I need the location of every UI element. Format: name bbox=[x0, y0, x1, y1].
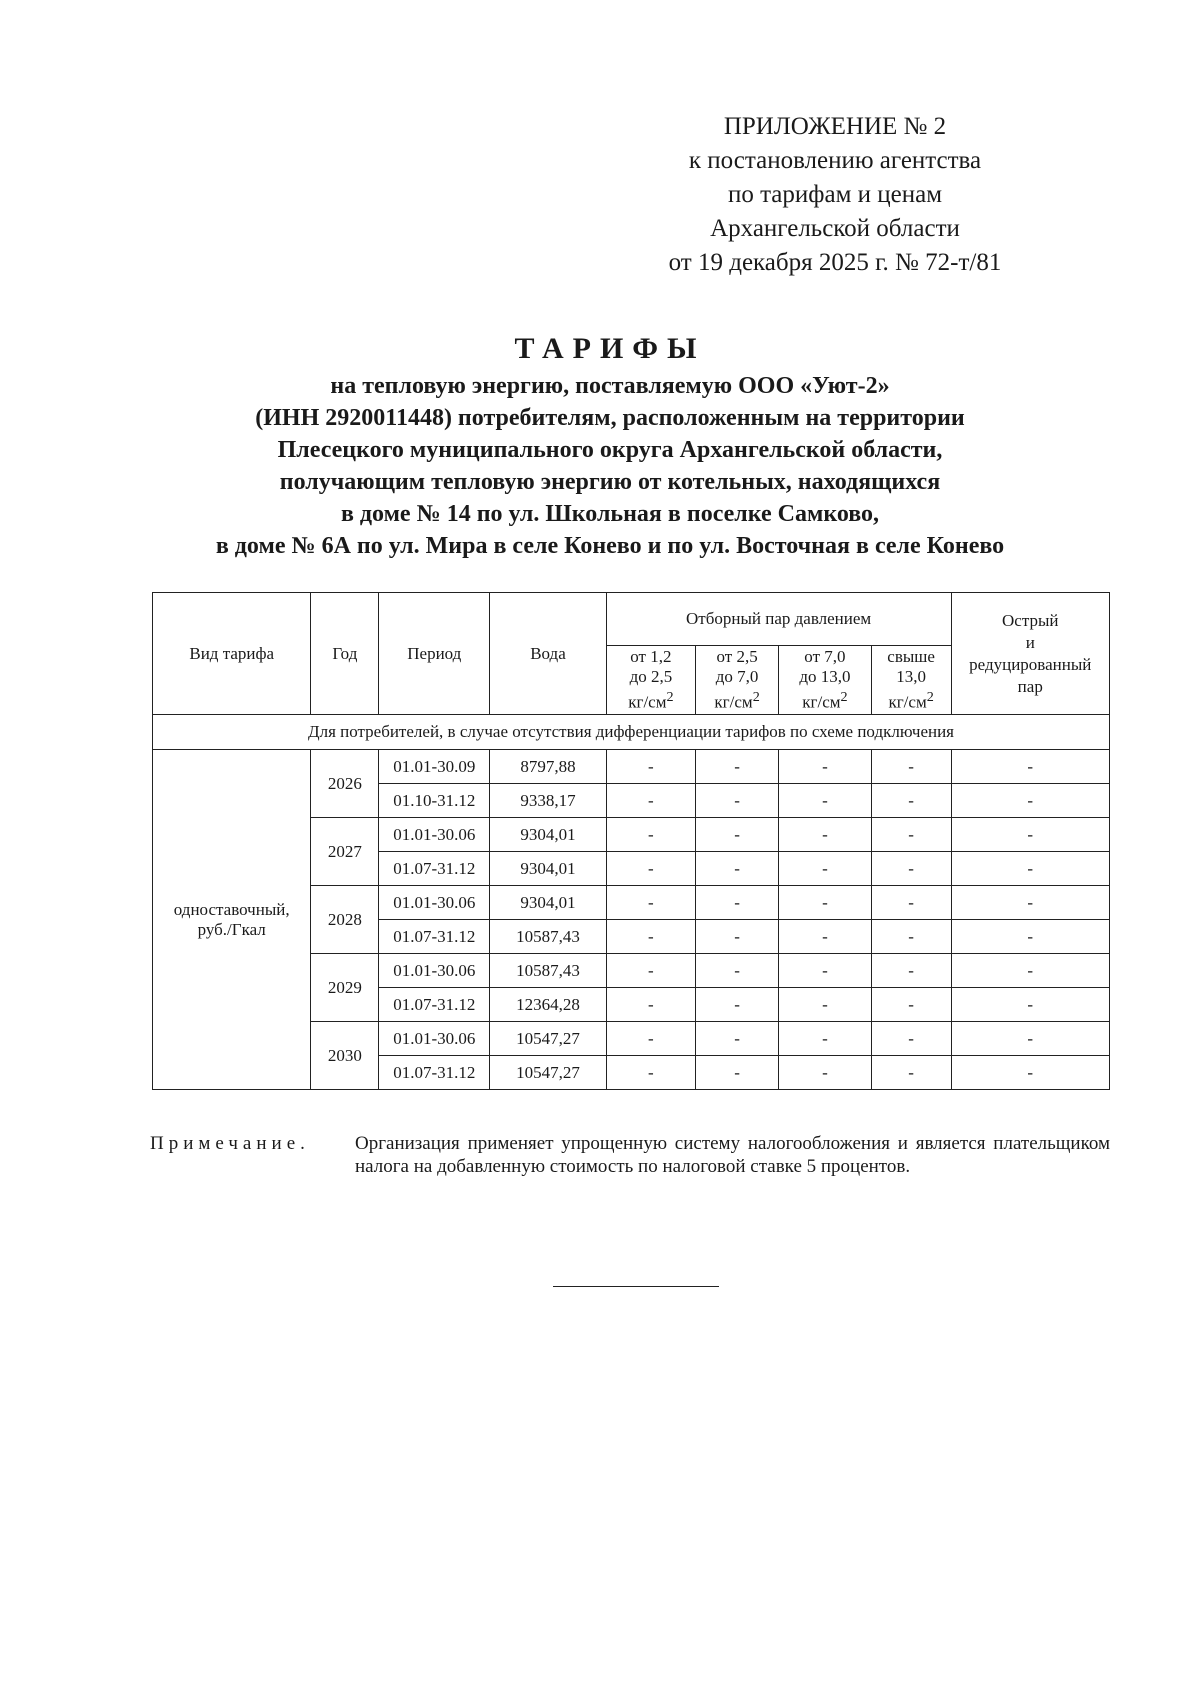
sharp-steam-tariff-cell: - bbox=[951, 818, 1110, 852]
period-cell: 01.07-31.12 bbox=[379, 988, 490, 1022]
steam-tariff-cell: - bbox=[606, 988, 695, 1022]
period-cell: 01.01-30.06 bbox=[379, 818, 490, 852]
steam-tariff-cell: - bbox=[696, 988, 779, 1022]
water-tariff-cell: 10547,27 bbox=[490, 1022, 606, 1056]
tariff-name-line: одноставочный, bbox=[173, 899, 290, 919]
appendix-header bbox=[600, 110, 1070, 280]
steam-tariff-cell: - bbox=[696, 886, 779, 920]
steam-tariff-cell: - bbox=[779, 920, 872, 954]
appendix-date-line: от 19 декабря 2025 г. № 72-т/81 bbox=[668, 249, 1002, 276]
header-sharp-line: редуцированный bbox=[969, 654, 1092, 674]
tariff-name-unit: руб./Гкал bbox=[197, 919, 266, 939]
header-steam-col bbox=[871, 646, 951, 715]
header-steam-col bbox=[606, 646, 695, 715]
period-cell: 01.07-31.12 bbox=[379, 852, 490, 886]
year-cell: 2027 bbox=[311, 818, 379, 886]
title-line: (ИНН 2920011448) потребителям, расположенным на территории bbox=[255, 405, 965, 431]
sharp-steam-tariff-cell: - bbox=[951, 852, 1110, 886]
steam-col-line: от 2,5 bbox=[716, 647, 758, 667]
steam-tariff-cell: - bbox=[696, 784, 779, 818]
steam-tariff-cell: - bbox=[606, 1056, 695, 1090]
steam-tariff-cell: - bbox=[606, 818, 695, 852]
steam-tariff-cell: - bbox=[696, 1022, 779, 1056]
appendix-ref-line: по тарифам и ценам bbox=[727, 181, 943, 208]
steam-tariff-cell: - bbox=[779, 1022, 872, 1056]
header-sharp-line: и bbox=[1025, 632, 1035, 652]
steam-tariff-cell: - bbox=[696, 954, 779, 988]
water-tariff-cell: 9304,01 bbox=[490, 852, 606, 886]
period-cell: 01.10-31.12 bbox=[379, 784, 490, 818]
steam-tariff-cell: - bbox=[871, 818, 951, 852]
tariff-table bbox=[152, 592, 1110, 1090]
steam-col-line: до 13,0 bbox=[799, 667, 851, 687]
period-cell: 01.01-30.06 bbox=[379, 954, 490, 988]
sharp-steam-tariff-cell: - bbox=[951, 954, 1110, 988]
steam-tariff-cell: - bbox=[779, 784, 872, 818]
water-tariff-cell: 10547,27 bbox=[490, 1056, 606, 1090]
year-cell: 2028 bbox=[311, 886, 379, 954]
sharp-steam-tariff-cell: - bbox=[951, 750, 1110, 784]
header-sharp-line: пар bbox=[1017, 676, 1043, 696]
steam-tariff-cell: - bbox=[606, 886, 695, 920]
period-cell: 01.07-31.12 bbox=[379, 920, 490, 954]
water-tariff-cell: 12364,28 bbox=[490, 988, 606, 1022]
header-period: Период bbox=[379, 593, 490, 715]
water-tariff-cell: 10587,43 bbox=[490, 920, 606, 954]
title-line: в доме № 6А по ул. Мира в селе Конево и по ул. Восточная в селе Конево bbox=[215, 533, 1005, 559]
sharp-steam-tariff-cell: - bbox=[951, 988, 1110, 1022]
header-steam-col bbox=[696, 646, 779, 715]
water-tariff-cell: 8797,88 bbox=[490, 750, 606, 784]
steam-tariff-cell: - bbox=[606, 852, 695, 886]
document-title bbox=[110, 330, 1110, 562]
table-row bbox=[153, 750, 1110, 784]
steam-tariff-cell: - bbox=[779, 750, 872, 784]
period-cell: 01.01-30.06 bbox=[379, 1022, 490, 1056]
header-sharp-steam bbox=[951, 593, 1110, 715]
steam-tariff-cell: - bbox=[606, 1022, 695, 1056]
steam-tariff-cell: - bbox=[779, 954, 872, 988]
steam-col-line: от 7,0 bbox=[804, 647, 846, 667]
title-line: в доме № 14 по ул. Школьная в поселке Самково, bbox=[340, 501, 880, 527]
water-tariff-cell: 9304,01 bbox=[490, 886, 606, 920]
header-sharp-line: Острый bbox=[1002, 610, 1059, 630]
steam-col-unit: $кг/см^2$ bbox=[888, 689, 934, 712]
steam-tariff-cell: - bbox=[606, 954, 695, 988]
steam-tariff-cell: - bbox=[871, 920, 951, 954]
header-steam-col bbox=[779, 646, 872, 715]
water-tariff-cell: 9304,01 bbox=[490, 818, 606, 852]
header-tariff-type: Вид тарифа bbox=[153, 593, 311, 715]
steam-tariff-cell: - bbox=[871, 1056, 951, 1090]
steam-tariff-cell: - bbox=[696, 920, 779, 954]
sharp-steam-tariff-cell: - bbox=[951, 1056, 1110, 1090]
appendix-number: ПРИЛОЖЕНИЕ № 2 bbox=[723, 113, 947, 140]
period-cell: 01.07-31.12 bbox=[379, 1056, 490, 1090]
steam-tariff-cell: - bbox=[871, 988, 951, 1022]
steam-tariff-cell: - bbox=[696, 1056, 779, 1090]
header-water: Вода bbox=[490, 593, 606, 715]
steam-tariff-cell: - bbox=[606, 784, 695, 818]
steam-tariff-cell: - bbox=[779, 988, 872, 1022]
water-tariff-cell: 9338,17 bbox=[490, 784, 606, 818]
steam-col-line: до 2,5 bbox=[629, 667, 673, 687]
title-line: получающим тепловую энергию от котельных, находящихся bbox=[279, 469, 941, 495]
steam-tariff-cell: - bbox=[779, 1056, 872, 1090]
steam-tariff-cell: - bbox=[606, 750, 695, 784]
steam-tariff-cell: - bbox=[871, 750, 951, 784]
appendix-ref-line: к постановлению агентства bbox=[688, 147, 982, 174]
steam-col-unit: $кг/см^2$ bbox=[802, 689, 848, 712]
tariff-name-cell bbox=[153, 750, 311, 1090]
year-cell: 2026 bbox=[311, 750, 379, 818]
steam-tariff-cell: - bbox=[779, 886, 872, 920]
period-cell: 01.01-30.06 bbox=[379, 886, 490, 920]
header-year: Год bbox=[311, 593, 379, 715]
steam-tariff-cell: - bbox=[871, 886, 951, 920]
steam-col-line: от 1,2 bbox=[630, 647, 672, 667]
steam-tariff-cell: - bbox=[696, 750, 779, 784]
end-divider bbox=[553, 1286, 719, 1287]
steam-tariff-cell: - bbox=[779, 818, 872, 852]
steam-col-line: свыше bbox=[887, 647, 935, 667]
steam-col-line: 13,0 bbox=[896, 667, 926, 687]
note-label: Примечание. bbox=[150, 1133, 310, 1154]
steam-col-unit: $кг/см^2$ bbox=[628, 689, 674, 712]
steam-tariff-cell: - bbox=[871, 852, 951, 886]
steam-tariff-cell: - bbox=[871, 784, 951, 818]
steam-tariff-cell: - bbox=[779, 852, 872, 886]
sharp-steam-tariff-cell: - bbox=[951, 1022, 1110, 1056]
steam-col-line: до 7,0 bbox=[715, 667, 759, 687]
appendix-ref-line: Архангельской области bbox=[710, 215, 960, 242]
steam-tariff-cell: - bbox=[696, 818, 779, 852]
steam-col-unit: $кг/см^2$ bbox=[714, 689, 760, 712]
sharp-steam-tariff-cell: - bbox=[951, 886, 1110, 920]
sharp-steam-tariff-cell: - bbox=[951, 784, 1110, 818]
steam-tariff-cell: - bbox=[606, 920, 695, 954]
note-text: Организация применяет упрощенную систему налогообложения и является плательщиком налога на добавленную стоимость по налоговой ставке 5 процентов. bbox=[355, 1133, 1110, 1177]
steam-tariff-cell: - bbox=[871, 954, 951, 988]
year-cell: 2029 bbox=[311, 954, 379, 1022]
title-line: Плесецкого муниципального округа Архангельской области, bbox=[277, 437, 943, 463]
year-cell: 2030 bbox=[311, 1022, 379, 1090]
steam-tariff-cell: - bbox=[696, 852, 779, 886]
steam-tariff-cell: - bbox=[871, 1022, 951, 1056]
period-cell: 01.01-30.09 bbox=[379, 750, 490, 784]
title-main: ТАРИФЫ bbox=[514, 332, 706, 365]
section-label: Для потребителей, в случае отсутствия дифференциации тарифов по схеме подключения bbox=[153, 715, 1110, 750]
title-line: на тепловую энергию, поставляемую ООО «Уют-2» bbox=[330, 373, 890, 399]
header-steam-group: Отборный пар давлением bbox=[606, 593, 951, 646]
sharp-steam-tariff-cell: - bbox=[951, 920, 1110, 954]
water-tariff-cell: 10587,43 bbox=[490, 954, 606, 988]
